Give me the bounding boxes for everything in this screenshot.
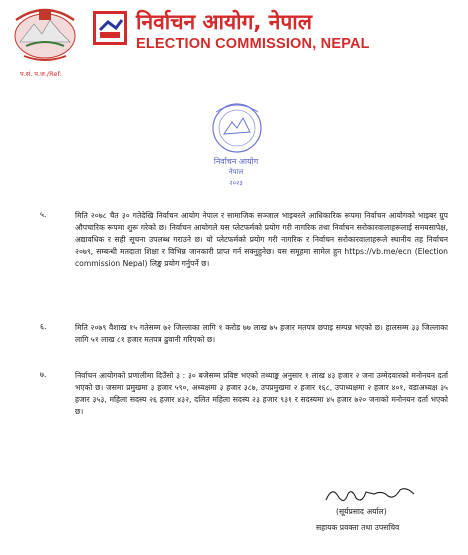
handwritten-signature [322,482,422,506]
stamp-text-line3: २०२३ [229,179,243,187]
signatory-title: सहायक प्रवक्ता तथा उपसचिव [316,523,400,532]
paragraph-number: ६. [40,322,47,331]
stamp-text-line2: नेपाल [228,168,244,176]
paragraph-text: मिति २०७९ वैशाख १५ गतेसम्म ७२ जिल्लाका लागि १ करोड ७७ लाख ७५ हजार मतपत्र छपाइ सम्पन्न भएको छ। हालसम्म ३३ जिल्लाका लागि ५१ लाख ८१ हजार मतपत्र ढुवानी गरिएको छ। [75,323,448,345]
reference-label: प.सं. प.ज./Ref: [20,70,62,78]
paragraph-number: ५. [40,210,47,219]
header-title-english: ELECTION COMMISSION, NEPAL [136,36,370,52]
election-commission-logo-icon [92,10,128,46]
paragraph-text: निर्वाचन आयोगको प्रणालीमा दिउँसो ३ : ३० बजेसम्म प्रविष्ट भएको तथ्याङ्क अनुसार १ लाख ४३ हजार २ जना उम्मेदवारको मनोनयन दर्ता भएको छ। जसमा प्रमुखमा ३ हजार ५९०, अध्यक्षमा ३ हजार ३८७, उपप्रमुखमा २ हजार १६८, उपाध्यक्षमा २ हजार ४०१, वडाअध्यक्ष ३५ हजार ३५३, महिला सदस्य २६ हजार ४३२, दलित महिला सदस्य २३ हजार ९३१ र सदस्यमा ४५ हजार ७२० जनाको मनोनयन दर्ता भएको छ। [75,371,448,417]
nepal-emblem-icon [6,2,84,62]
signatory-name: (सूर्यप्रसाद अर्याल) [336,507,387,516]
stamp-text-line1: निर्वाचन आयोग [213,157,259,166]
letterhead [0,0,468,62]
paragraph-number: ७. [40,370,47,379]
header-title-nepali: निर्वाचन आयोग, नेपाल [136,10,312,34]
paragraph-text: मिति २०७८ चैत ३० गतेदेखि निर्वाचन आयोग नेपाल र सामाजिक सञ्जाल भाइबरले आधिकारिक रूपमा निर्वाचन आयोगको भाइबर ग्रुप औपचारिक रूपमा शुरू गरेको छ। निर्वाचन आयोगले यस प्लेटफर्मको प्रयोग गरी नागरिक तथा निर्वाचन सरोकारवालाहरूलाई समयसापेक्ष, अद्यावधिक र सही सूचना उपलब्ध गराउने छ। यो प्लेटफर्मको प्रयोग गरी नागरिक र निर्वाचन सरोकारवालाहरूले स्थानीय तह निर्वाचन २०७९, सम्बन्धी मतदाता शिक्षा र विभिन्न जानकारी प्राप्त गर्न सक्नुहुनेछ। यस समूहमा सामेल हुन https://vb.me/ecn (Election commission Nepal) लिङ्क प्रयोग गर्नुपर्ने छ। [75,211,448,269]
